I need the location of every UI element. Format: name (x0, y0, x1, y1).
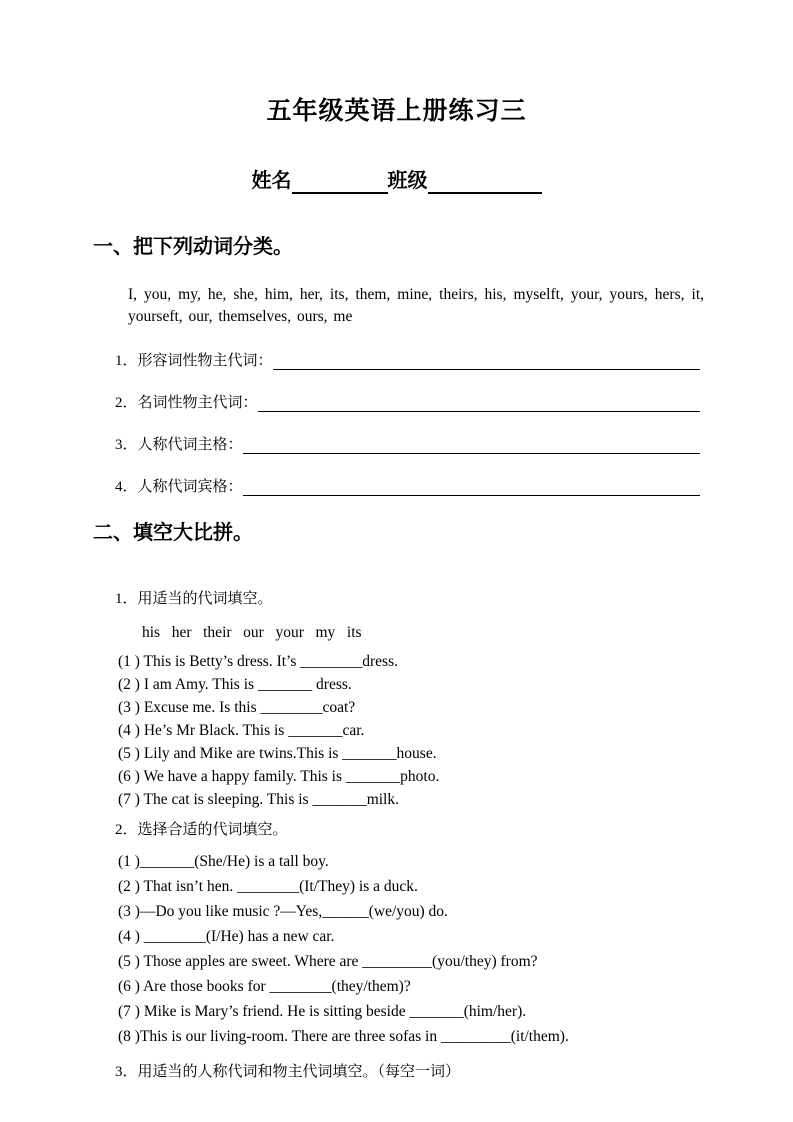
category-item-1 (115, 350, 700, 370)
part1-sentence-7: (7 ) The cat is sleeping. This is _______milk. (118, 791, 399, 808)
part1-sentence-3: (3 ) Excuse me. Is this ________coat? (118, 699, 356, 716)
section-one-word-bank: I, you, my, he, she, him, her, its, them, mine, theirs, his, myselft, your, yours, hers, it, yourseft, our, themselves, ours, me (128, 286, 704, 325)
part1-sentence-6: (6 ) We have a happy family. This is _______photo. (118, 768, 440, 785)
category-item-3 (115, 434, 700, 454)
class-blank-line (428, 172, 542, 194)
answer-blank-line-4 (243, 478, 700, 496)
part2-sentence-2: (2 ) That isn’t hen. ________(It/They) is a duck. (118, 878, 418, 895)
part3-heading: 3．用适当的人称代词和物主代词填空。（每空一词） (115, 1064, 461, 1080)
part2-sentence-7: (7 ) Mike is Mary’s friend. He is sitting beside _______(him/her). (118, 1003, 527, 1020)
part1-heading: 1．用适当的代词填空。 (115, 591, 273, 607)
pronoun-word-bank: his her their our your my its (142, 624, 362, 641)
part1-sentence-list (0, 650, 793, 811)
section-two-heading: 二、填空大比拼。 (93, 522, 253, 544)
category-label-2: 2．名词性物主代词： (115, 395, 258, 411)
page-title: 五年级英语上册练习三 (266, 97, 527, 125)
part2-sentence-4: (4 ) ________(I/He) has a new car. (118, 928, 335, 945)
category-item-2 (115, 392, 700, 412)
name-class-row (0, 168, 793, 194)
part2-sentence-1: (1 )_______(She/He) is a tall boy. (118, 853, 329, 870)
name-blank-line (292, 172, 388, 194)
category-item-4 (115, 476, 700, 496)
part2-sentence-6: (6 ) Are those books for ________(they/them)? (118, 978, 411, 995)
part2-sentence-5: (5 ) Those apples are sweet. Where are _________(you/they) from? (118, 953, 538, 970)
class-label: 班级 (387, 170, 428, 192)
part2-sentence-8: (8 )This is our living-room. There are three sofas in _________(it/them). (118, 1028, 569, 1045)
part2-sentence-list (0, 849, 793, 1049)
answer-blank-line-2 (258, 394, 700, 412)
part1-sentence-4: (4 ) He’s Mr Black. This is _______car. (118, 722, 365, 739)
part1-sentence-5: (5 ) Lily and Mike are twins.This is _______house. (118, 745, 437, 762)
part2-heading: 2．选择合适的代词填空。 (115, 822, 288, 838)
section-one-heading: 一、把下列动词分类。 (93, 236, 293, 258)
name-label: 姓名 (251, 170, 292, 192)
category-label-3: 3．人称代词主格： (115, 437, 243, 453)
part1-sentence-1: (1 ) This is Betty’s dress. It’s ________dress. (118, 653, 398, 670)
part2-sentence-3: (3 )—Do you like music ?—Yes,______(we/you) do. (118, 903, 448, 920)
part1-sentence-2: (2 ) I am Amy. This is _______ dress. (118, 676, 352, 693)
category-label-4: 4．人称代词宾格： (115, 479, 243, 495)
answer-blank-line-1 (273, 352, 700, 370)
category-label-1: 1．形容词性物主代词： (115, 353, 273, 369)
answer-blank-line-3 (243, 436, 700, 454)
